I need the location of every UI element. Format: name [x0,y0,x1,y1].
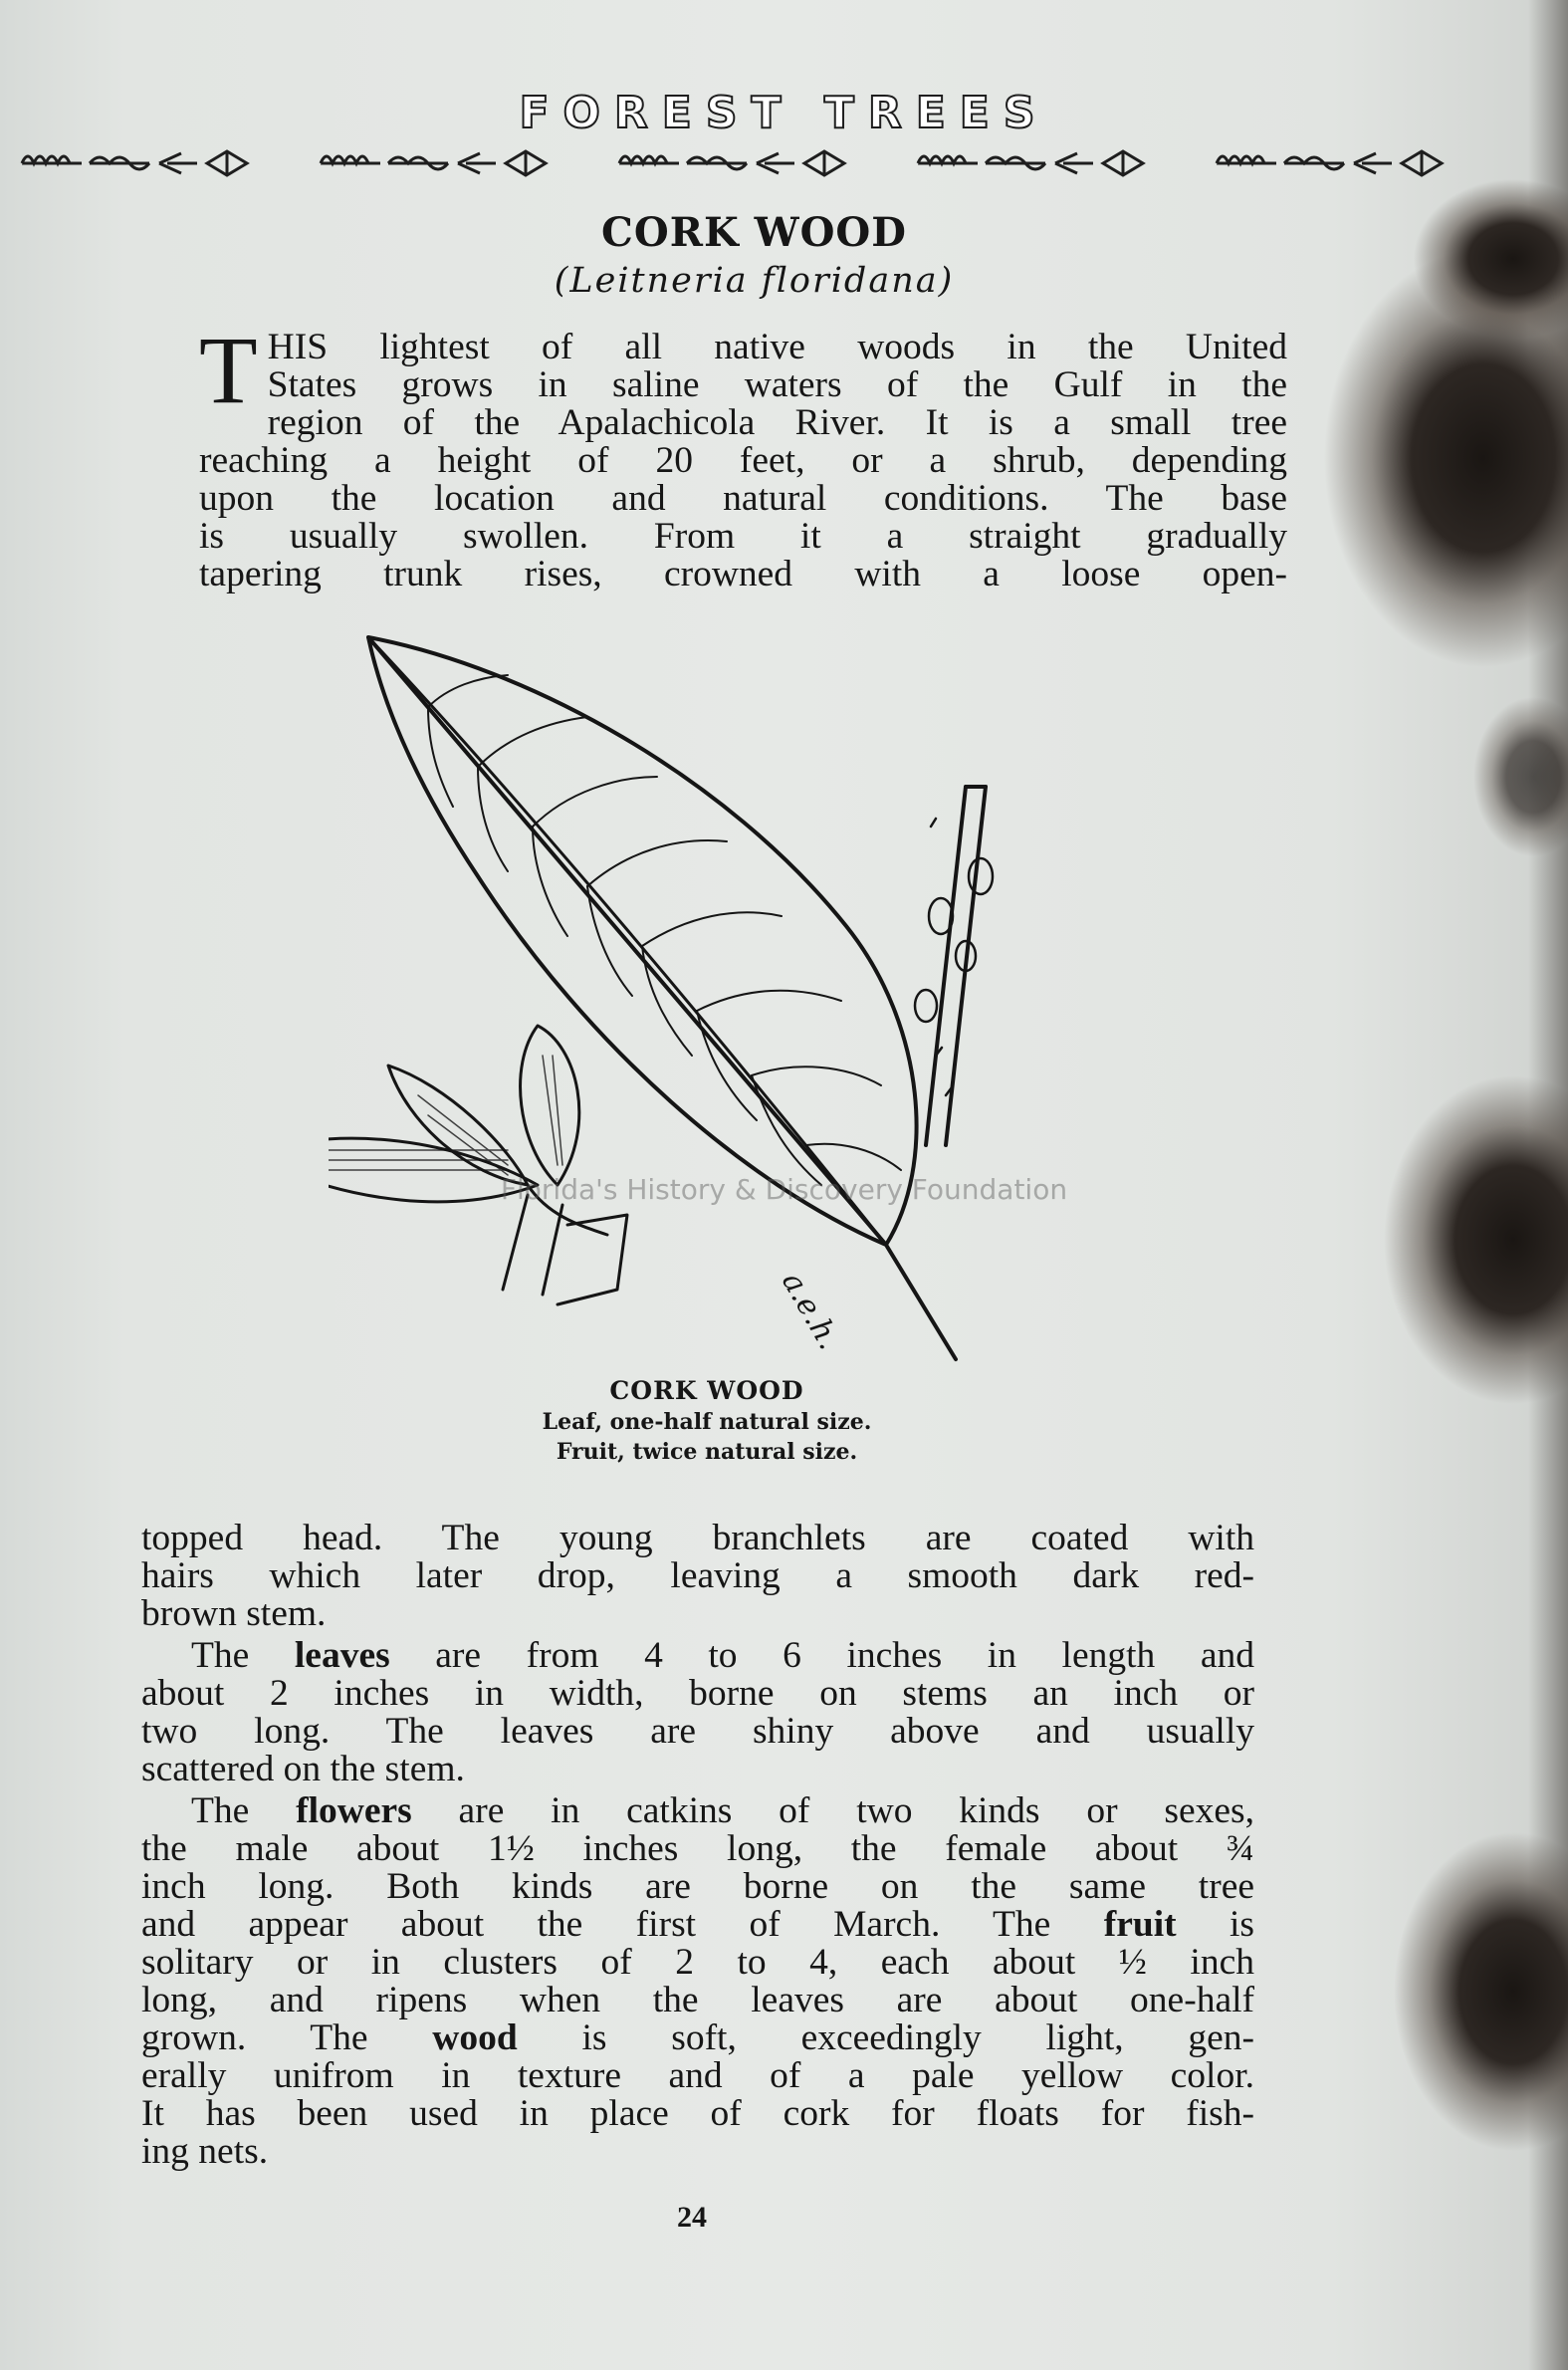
text-run: The [191,1635,295,1676]
burn-mark [1473,697,1568,856]
keyword-leaves: leaves [294,1635,390,1676]
body-line: about 2 inches in width, borne on stems an inch or [141,1673,1254,1714]
article-title: CORK WOOD [601,209,907,256]
body-line: erally unifrom in texture and of a pale yellow color. [141,2055,1254,2096]
body-line: long, and ripens when the leaves are about one-half [141,1980,1254,2020]
intro-line: HIS lightest of all native woods in the United [267,327,1287,367]
intro-line: upon the location and natural conditions. The base [199,478,1287,519]
body-line: topped head. The young branchlets are coated with [141,1518,1254,1558]
page-number: 24 [677,2201,707,2234]
drop-cap: T [199,317,258,423]
body-line: solitary or in clusters of 2 to 4, each about ½ inch [141,1942,1254,1983]
keyword-flowers: flowers [296,1790,412,1831]
scientific-name: (Leitneria floridana) [554,261,955,301]
body-line: scattered on the stem. [141,1749,465,1789]
body-line: two long. The leaves are shiny above and usually [141,1711,1254,1752]
decorative-ornament-border [18,139,1501,185]
body-line: It has been used in place of cork for floats for fish- [141,2093,1254,2134]
figure-caption-fruit: Fruit, twice natural size. [556,1439,858,1465]
text-run: and appear about the first of March. The [141,1904,1104,1945]
body-line: the male about 1½ inches long, the female about ¾ [141,1828,1254,1869]
text-run: are in catkins of two kinds or sexes, [411,1790,1254,1831]
intro-paragraph [199,317,1287,594]
watermark: Florida's History & Discovery Foundation [500,1173,1068,1206]
keyword-wood: wood [432,2017,518,2058]
body-line: ing nets. [141,2131,269,2172]
burn-mark [1384,1075,1568,1404]
burn-mark [1394,1832,1568,2151]
intro-line: States grows in saline waters of the Gulf in the [267,364,1287,405]
text-run: The [191,1790,297,1831]
running-head: FOREST TREES [519,88,1049,138]
paragraph-leaves [141,1637,1254,1788]
body-line [141,1906,1254,1944]
intro-line: reaching a height of 20 feet, or a shrub, depending [199,440,1287,481]
text-run: is soft, exceedingly light, gen- [517,2017,1254,2058]
text-run: are from 4 to 6 inches in length and [389,1635,1254,1676]
body-line: inch long. Both kinds are borne on the same tree [141,1866,1254,1907]
artist-initials: a.e.h. [775,1266,847,1356]
figure-caption-title: CORK WOOD [609,1376,804,1405]
body-text [141,1520,1254,2171]
figure-caption-leaf: Leaf, one-half natural size. [542,1409,872,1435]
intro-line: tapering trunk rises, crowned with a loose open- [199,554,1287,594]
body-line [141,2019,1254,2057]
cork-wood-illustration [329,627,1105,1384]
body-line [141,1792,1254,1830]
text-run: is [1176,1904,1254,1945]
paragraph [141,1520,1254,1633]
intro-line: is usually swollen. From it a straight gradually [199,516,1287,557]
text-run: grown. The [141,2017,433,2058]
body-line [141,1637,1254,1675]
intro-line: region of the Apalachicola River. It is a small tree [267,402,1287,443]
body-line: brown stem. [141,1593,327,1634]
body-line: hairs which later drop, leaving a smooth dark red- [141,1555,1254,1596]
keyword-fruit: fruit [1103,1904,1177,1945]
paragraph-flowers [141,1792,1254,2171]
